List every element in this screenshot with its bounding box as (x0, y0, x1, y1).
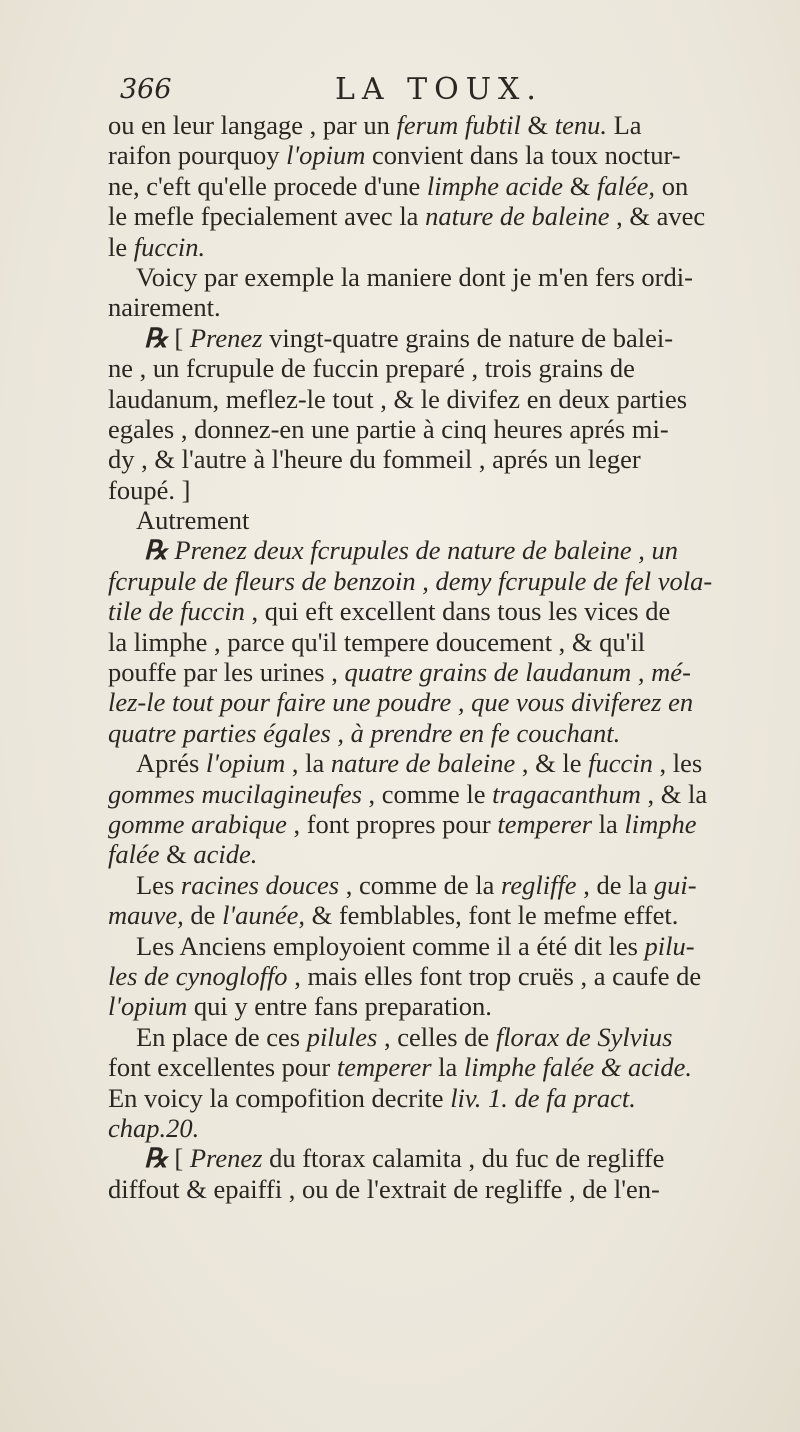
italic-text: Prenez (189, 322, 263, 353)
text-line (108, 718, 768, 748)
text-run: foupé. ] (108, 474, 191, 505)
text-run: En place de ces (136, 1021, 307, 1052)
italic-text: Prenez deux fcrupules de nature de baleine , un (167, 535, 678, 566)
text-run: Aprés (136, 748, 206, 779)
italic-text: falée, (596, 170, 656, 201)
text-line (108, 779, 768, 809)
text-run: vingt-quatre grains de nature de balei- (262, 322, 674, 353)
text-run: Les (136, 869, 181, 900)
italic-text: gommes mucilagineufes (108, 778, 362, 809)
italic-text: ferum fubtil (396, 110, 521, 140)
italic-text: tragacanthum (492, 778, 641, 809)
text-run: dy , & l'autre à l'heure du fommeil , aprés un leger (108, 444, 641, 475)
text-run: ne , un fcrupule de fuccin preparé , trois grains de (108, 353, 635, 384)
text-run: , qui eft excellent dans tous les vices de (244, 596, 671, 627)
italic-text: Prenez (189, 1143, 263, 1174)
recipe-symbol: ℞ (144, 1143, 168, 1174)
text-run: [ (167, 322, 190, 353)
italic-text: les de cynogloffo (108, 960, 288, 991)
text-line (108, 566, 768, 596)
text-run: la (431, 1052, 464, 1083)
italic-text: temperer (497, 808, 593, 839)
italic-text: tile de fuccin (108, 596, 245, 627)
text-run: [ (167, 1143, 190, 1174)
italic-text: regliffe (501, 869, 577, 900)
text-line (108, 505, 768, 535)
text-run: de (183, 900, 223, 931)
text-run: Voicy par exemple la maniere dont je m'en fers ordi- (136, 261, 693, 292)
text-line (108, 171, 768, 201)
text-line (108, 961, 768, 991)
italic-text: gomme arabique (108, 808, 287, 839)
text-line (108, 1174, 768, 1204)
italic-text: falée (108, 839, 160, 870)
text-run: nairement. (108, 292, 221, 323)
text-run: ou en leur langage , par un (108, 110, 397, 140)
italic-text: temperer (336, 1052, 432, 1083)
text-line (108, 110, 768, 140)
italic-text: fcrupule de fleurs de benzoin , demy fcrupule de fel vola- (108, 565, 713, 596)
text-run: , & la (640, 778, 708, 809)
text-line (108, 201, 768, 231)
text-run: ne, c'eft qu'elle procede d'une (108, 170, 427, 201)
text-line (108, 870, 768, 900)
text-line (108, 1052, 768, 1082)
text-line (108, 657, 768, 687)
text-line (108, 475, 768, 505)
text-line (108, 687, 768, 717)
text-line (108, 839, 768, 869)
italic-text: nature de baleine (330, 748, 516, 779)
italic-text: fuccin. (133, 231, 206, 262)
italic-text: l'opium (205, 748, 286, 779)
text-line (108, 931, 768, 961)
text-run: egales , donnez-en une partie à cinq heures aprés mi- (108, 413, 669, 444)
text-line (108, 535, 768, 565)
text-run: raifon pourquoy (108, 140, 287, 171)
italic-text: lez-le tout pour faire une poudre , que vous diviferez en (108, 687, 694, 718)
text-line (108, 1113, 768, 1143)
italic-text: l'opium (286, 140, 366, 171)
page-body-text (108, 110, 768, 1204)
italic-text: limphe (624, 808, 697, 839)
text-run: , mais elles font trop cruës , a caufe de (287, 960, 702, 991)
text-line (108, 232, 768, 262)
text-run: font excellentes pour (108, 1052, 337, 1083)
text-line (108, 1143, 768, 1173)
text-line (108, 140, 768, 170)
text-run: convient dans la toux noctur- (365, 140, 681, 171)
italic-text: florax de Sylvius (495, 1021, 673, 1052)
text-line (108, 262, 768, 292)
text-line (108, 991, 768, 1021)
text-run: En voicy la compofition decrite (108, 1082, 451, 1113)
text-line (108, 353, 768, 383)
text-run: , comme le (361, 778, 493, 809)
text-run: Les Anciens employoient comme il a été dit les (136, 930, 645, 961)
page-header (120, 72, 760, 112)
italic-text: gui- (653, 869, 697, 900)
text-run: , comme de la (339, 869, 502, 900)
text-run: & (520, 110, 555, 140)
text-line (108, 384, 768, 414)
text-run: , & le (515, 748, 589, 779)
text-line (108, 809, 768, 839)
italic-text: quatre parties égales , à prendre en fe couchant. (108, 717, 621, 748)
text-line (108, 323, 768, 353)
text-line (108, 748, 768, 778)
italic-text: limphe acide (426, 170, 564, 201)
text-line (108, 444, 768, 474)
text-run: on (655, 170, 689, 201)
text-line (108, 292, 768, 322)
italic-text: mauve, (108, 900, 184, 931)
text-run: , la (285, 748, 331, 779)
page-number: 366 (120, 74, 172, 105)
italic-text: l'aunée, (222, 900, 305, 931)
text-run: du ftorax calamita , du fuc de regliffe (262, 1143, 665, 1174)
italic-text: chap.20. (108, 1112, 200, 1143)
italic-text: liv. 1. de fa pract. (450, 1082, 636, 1113)
text-run: & (563, 170, 597, 201)
text-run: le mefle fpecialement avec la (108, 201, 426, 232)
text-run: & femblables, font le mefme effet. (305, 900, 679, 931)
text-run: , les (652, 748, 703, 779)
text-run: diffout & epaiffi , ou de l'extrait de regliffe , de l'en- (108, 1173, 660, 1204)
text-run: la limphe , parce qu'il tempere doucement , & qu'il (108, 626, 646, 657)
text-line (108, 414, 768, 444)
text-run: laudanum, meflez-le tout , & le divifez en deux parties (108, 383, 688, 414)
text-run: , font propres pour (286, 808, 498, 839)
recipe-symbol: ℞ (144, 322, 168, 353)
text-run: pouffe par les urines , (108, 657, 345, 688)
running-title: LA TOUX. (335, 72, 543, 107)
italic-text: fuccin (588, 748, 653, 779)
italic-text: pilu- (644, 930, 695, 961)
italic-text: tenu. (554, 110, 607, 140)
italic-text: pilules (306, 1021, 378, 1052)
text-run: La (606, 110, 642, 140)
recipe-symbol: ℞ (144, 535, 168, 566)
text-run: Autrement (136, 505, 250, 536)
text-line (108, 1022, 768, 1052)
italic-text: nature de baleine (425, 201, 610, 232)
italic-text: acide. (193, 839, 258, 870)
text-run: , celles de (377, 1021, 496, 1052)
text-line (108, 627, 768, 657)
italic-text: quatre grains de laudanum , mé- (344, 657, 691, 688)
text-run: la (592, 808, 625, 839)
text-run: , de la (576, 869, 654, 900)
text-line (108, 1083, 768, 1113)
text-run: , & avec (609, 201, 706, 232)
text-run: & (159, 839, 194, 870)
italic-text: l'opium (108, 991, 188, 1022)
text-run: le (108, 231, 134, 262)
italic-text: racines douces (180, 869, 340, 900)
italic-text: limphe falée & acide. (463, 1052, 693, 1083)
text-run: qui y entre fans preparation. (187, 991, 492, 1022)
text-line (108, 900, 768, 930)
text-line (108, 596, 768, 626)
